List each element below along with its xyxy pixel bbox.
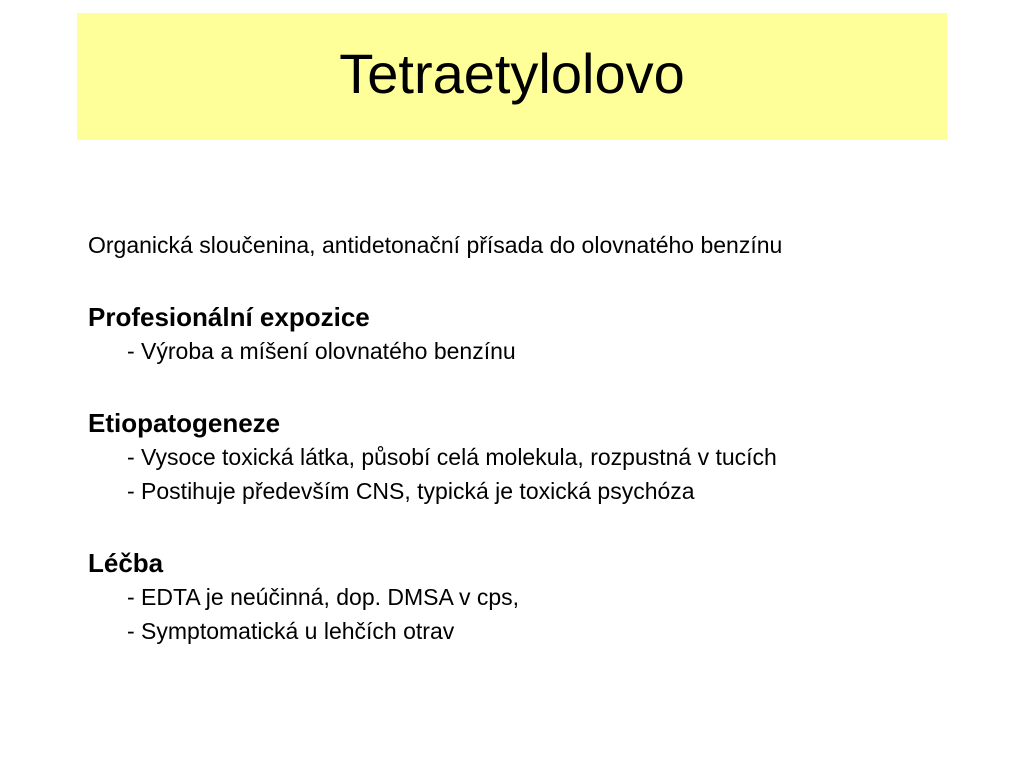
intro-text: Organická sloučenina, antidetonační přísada do olovnatého benzínu [88,232,783,258]
bullet-item: - Postihuje především CNS, typická je toxická psychóza [127,478,695,504]
bullet-item: - EDTA je neúčinná, dop. DMSA v cps, [127,584,520,610]
section-heading: Etiopatogeneze [88,408,281,438]
bullet-item: - Vysoce toxická látka, působí celá molekula, rozpustná v tucích [127,444,777,470]
slide-body [88,228,988,648]
bullet-item: - Výroba a míšení olovnatého benzínu [127,338,516,364]
section-lecba [88,546,988,648]
section-heading: Léčba [88,548,164,578]
section-etiopatogeneze [88,406,988,508]
title-banner [77,13,947,140]
section-profesionalni-expozice [88,300,988,368]
section-heading: Profesionální expozice [88,302,370,332]
bullet-item: - Symptomatická u lehčích otrav [127,618,455,644]
slide-title: Tetraetylolovo [339,41,685,105]
